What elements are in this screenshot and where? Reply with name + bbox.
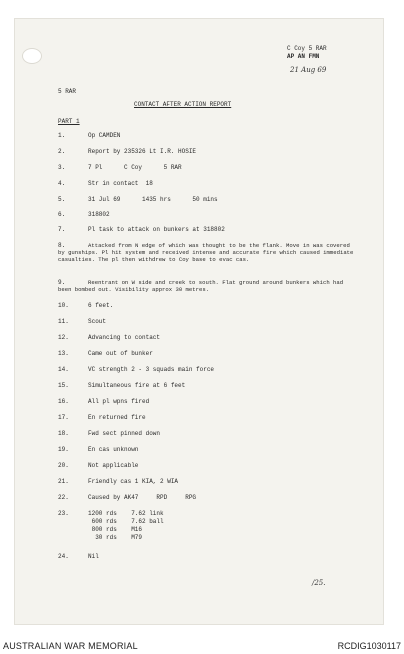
item-number: 1. <box>58 132 66 139</box>
item-text: En returned fire <box>88 414 146 421</box>
archive-id: RCDIG1030117 <box>337 641 401 651</box>
item-number: 16. <box>58 398 69 405</box>
item-number: 4. <box>58 180 66 187</box>
item-number: 18. <box>58 430 69 437</box>
item-number: 6. <box>58 211 66 218</box>
item-number: 15. <box>58 382 69 389</box>
item-number: 24. <box>58 553 69 560</box>
item-text: Simultaneous fire at 6 feet <box>88 382 186 389</box>
item-number: 17. <box>58 414 69 421</box>
item-text: 318802 <box>88 211 110 218</box>
item-number: 13. <box>58 350 69 357</box>
item-number: 22. <box>58 494 69 501</box>
stamp-date: 21 Aug 69 <box>290 66 327 74</box>
item-text: Nil <box>88 553 99 560</box>
document-page <box>14 18 384 625</box>
item-text: Not applicable <box>88 462 139 469</box>
ammo-line: 600 rds 7.62 ball <box>88 518 164 525</box>
item-text: 31 Jul 69 1435 hrs 50 mins <box>88 196 218 203</box>
item-number: 8. <box>58 242 66 249</box>
archive-footer <box>0 638 404 654</box>
item-number: 14. <box>58 366 69 373</box>
ammo-line: 30 rds M79 <box>88 534 143 541</box>
item-number: 7. <box>58 226 66 233</box>
item-text: Advancing to contact <box>88 334 161 341</box>
item-number: 5. <box>58 196 66 203</box>
item-text: Fwd sect pinned down <box>88 430 161 437</box>
item-paragraph: Attacked from N edge of which was thought to be the flank. Move in was covered by gunships. Pl hit system and received intense and accurate fire which caused immediate casualties. The pl then withdrew to Coy base to evac cas. <box>58 242 354 263</box>
item-number: 21. <box>58 478 69 485</box>
item-text: Caused by AK47 RPD RPG <box>88 494 197 501</box>
item-text: En cas unknown <box>88 446 139 453</box>
item-number: 12. <box>58 334 69 341</box>
archive-name: AUSTRALIAN WAR MEMORIAL <box>3 641 138 651</box>
item-number: 19. <box>58 446 69 453</box>
page-reference: /25. <box>312 579 326 587</box>
part-heading: PART 1 <box>58 118 80 125</box>
item-number: 2. <box>58 148 66 155</box>
unit-label: 5 RAR <box>58 88 77 95</box>
item-number: 11. <box>58 318 69 325</box>
item-text: VC strength 2 - 3 squads main force <box>88 366 215 373</box>
item-text: Str in contact 18 <box>88 180 153 187</box>
stamp-line-2: AP AN FMN <box>287 53 320 60</box>
item-text: Report by 235326 Lt I.R. HOSIE <box>88 148 197 155</box>
item-number: 3. <box>58 164 66 171</box>
ammo-line: 800 rds M16 <box>88 526 143 533</box>
item-text: Scout <box>88 318 107 325</box>
stamp-line-1: C Coy 5 RAR <box>287 45 327 52</box>
item-text: Pl task to attack on bunkers at 318802 <box>88 226 225 233</box>
item-text: All pl wpns fired <box>88 398 150 405</box>
item-number: 20. <box>58 462 69 469</box>
item-text: Friendly cas 1 KIA, 2 WIA <box>88 478 179 485</box>
item-paragraph: Reentrant on W side and creek to south. Flat ground around bunkers which had been bombed out. Visibility approx 30 metres. <box>58 279 344 293</box>
item-text: Came out of bunker <box>88 350 153 357</box>
item-number: 23. <box>58 510 69 517</box>
ammo-line: 1200 rds 7.62 link <box>88 510 164 517</box>
item-number: 9. <box>58 279 66 286</box>
item-text: 7 Pl C Coy 5 RAR <box>88 164 182 171</box>
report-title: CONTACT AFTER ACTION REPORT <box>134 101 232 108</box>
punch-hole <box>22 48 42 64</box>
item-text: Op CAMDEN <box>88 132 121 139</box>
item-number: 10. <box>58 302 69 309</box>
item-text: 6 feet. <box>88 302 114 309</box>
